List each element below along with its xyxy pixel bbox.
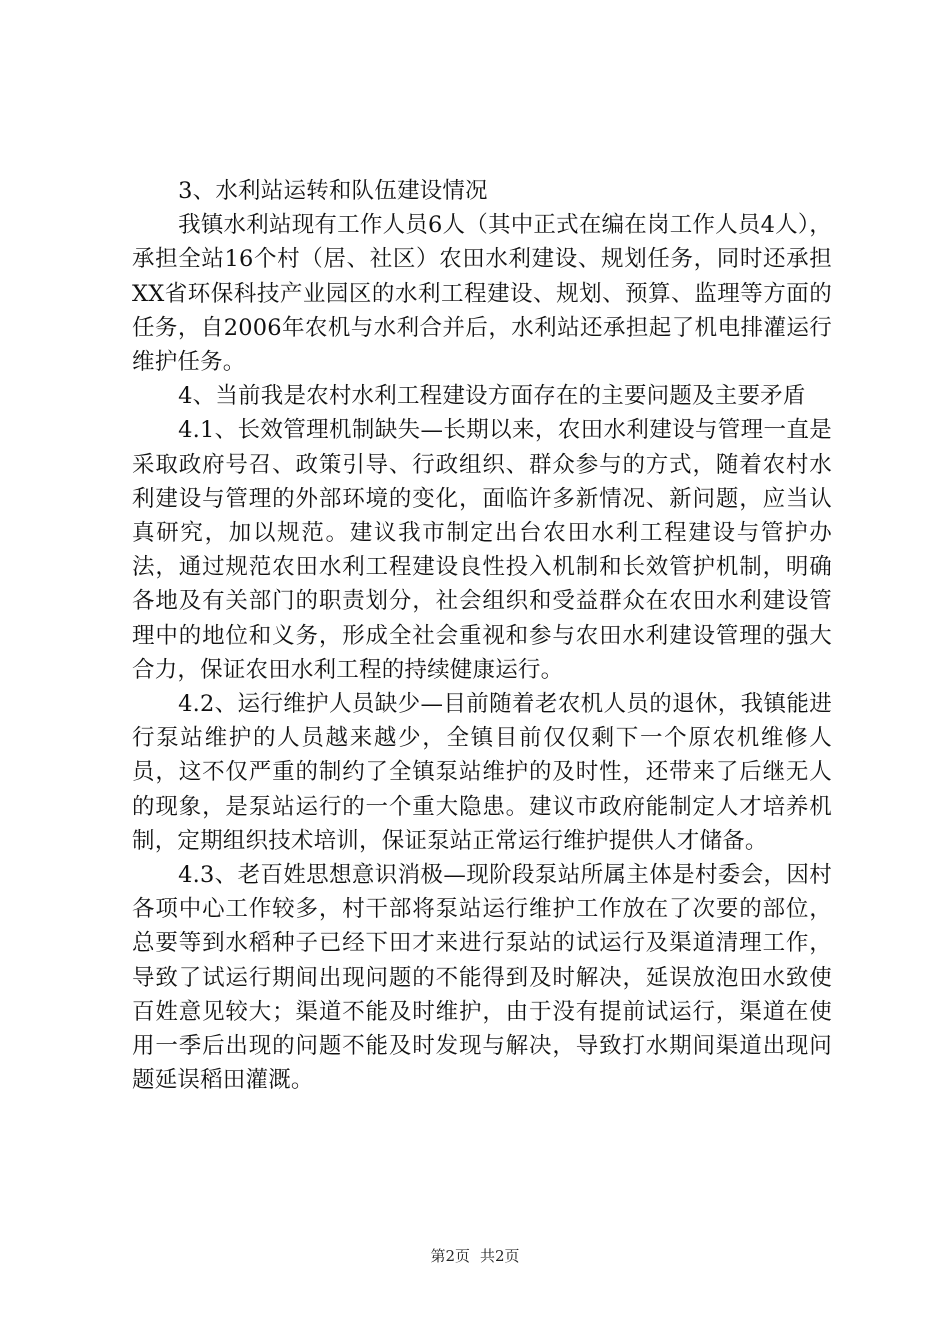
body-paragraph-4-3: 4.3、老百姓思想意识消极—现阶段泵站所属主体是村委会，因村各项中心工作较多，村干部将泵站运行维护工作放在了次要的部位，总要等到水稻种子已经下田才来进行泵站的试运行及渠道清理工作，导致了试运行期间出现问题的不能得到及时解决，延误放泡田水致使百姓意见较大；渠道不能及时维护，由于没有提前试运行，渠道在使用一季后出现的问题不能及时发现与解决，导致打水期间渠道出现问题延误稻田灌溉。 xyxy=(132,862,832,1094)
body-paragraph-4-1: 4.1、长效管理机制缺失—长期以来，农田水利建设与管理一直是采取政府号召、政策引导、行政组织、群众参与的方式，随着农村水利建设与管理的外部环境的变化，面临许多新情况、新问题，应当认真研究，加以规范。建议我市制定出台农田水利工程建设与管护办法，通过规范农田水利工程建设良性投入机制和长效管护机制，明确各地及有关部门的职责划分，社会组织和受益群众在农田水利建设管理中的地位和义务，形成全社会重视和参与农田水利建设管理的强大合力，保证农田水利工程的持续健康运行。 xyxy=(132,417,832,683)
section-heading-3: 3、水利站运转和队伍建设情况 xyxy=(178,178,488,204)
page-number: 第2页 xyxy=(430,1247,470,1265)
body-paragraph: 我镇水利站现有工作人员6人（其中正式在编在岗工作人员4人），承担全站16个村（居、社区）农田水利建设、规划任务，同时还承担XX省环保科技产业园区的水利工程建设、规划、预算、监理等方面的任务，自2006年农机与水利合并后，水利站还承担起了机电排灌运行维护任务。 xyxy=(132,212,832,376)
document-body xyxy=(132,174,832,1097)
body-paragraph-4-2: 4.2、运行维护人员缺少—目前随着老农机人员的退休，我镇能进行泵站维护的人员越来越少，全镇目前仅仅剩下一个原农机维修人员，这不仅严重的制约了全镇泵站维护的及时性，还带来了后继无人的现象，是泵站运行的一个重大隐患。建议市政府能制定人才培养机制，定期组织技术培训，保证泵站正常运行维护提供人才储备。 xyxy=(132,691,832,854)
page-footer xyxy=(0,1246,950,1266)
section-heading-4: 4、当前我是农村水利工程建设方面存在的主要问题及主要矛盾 xyxy=(178,383,806,410)
page-total: 共2页 xyxy=(480,1247,520,1265)
